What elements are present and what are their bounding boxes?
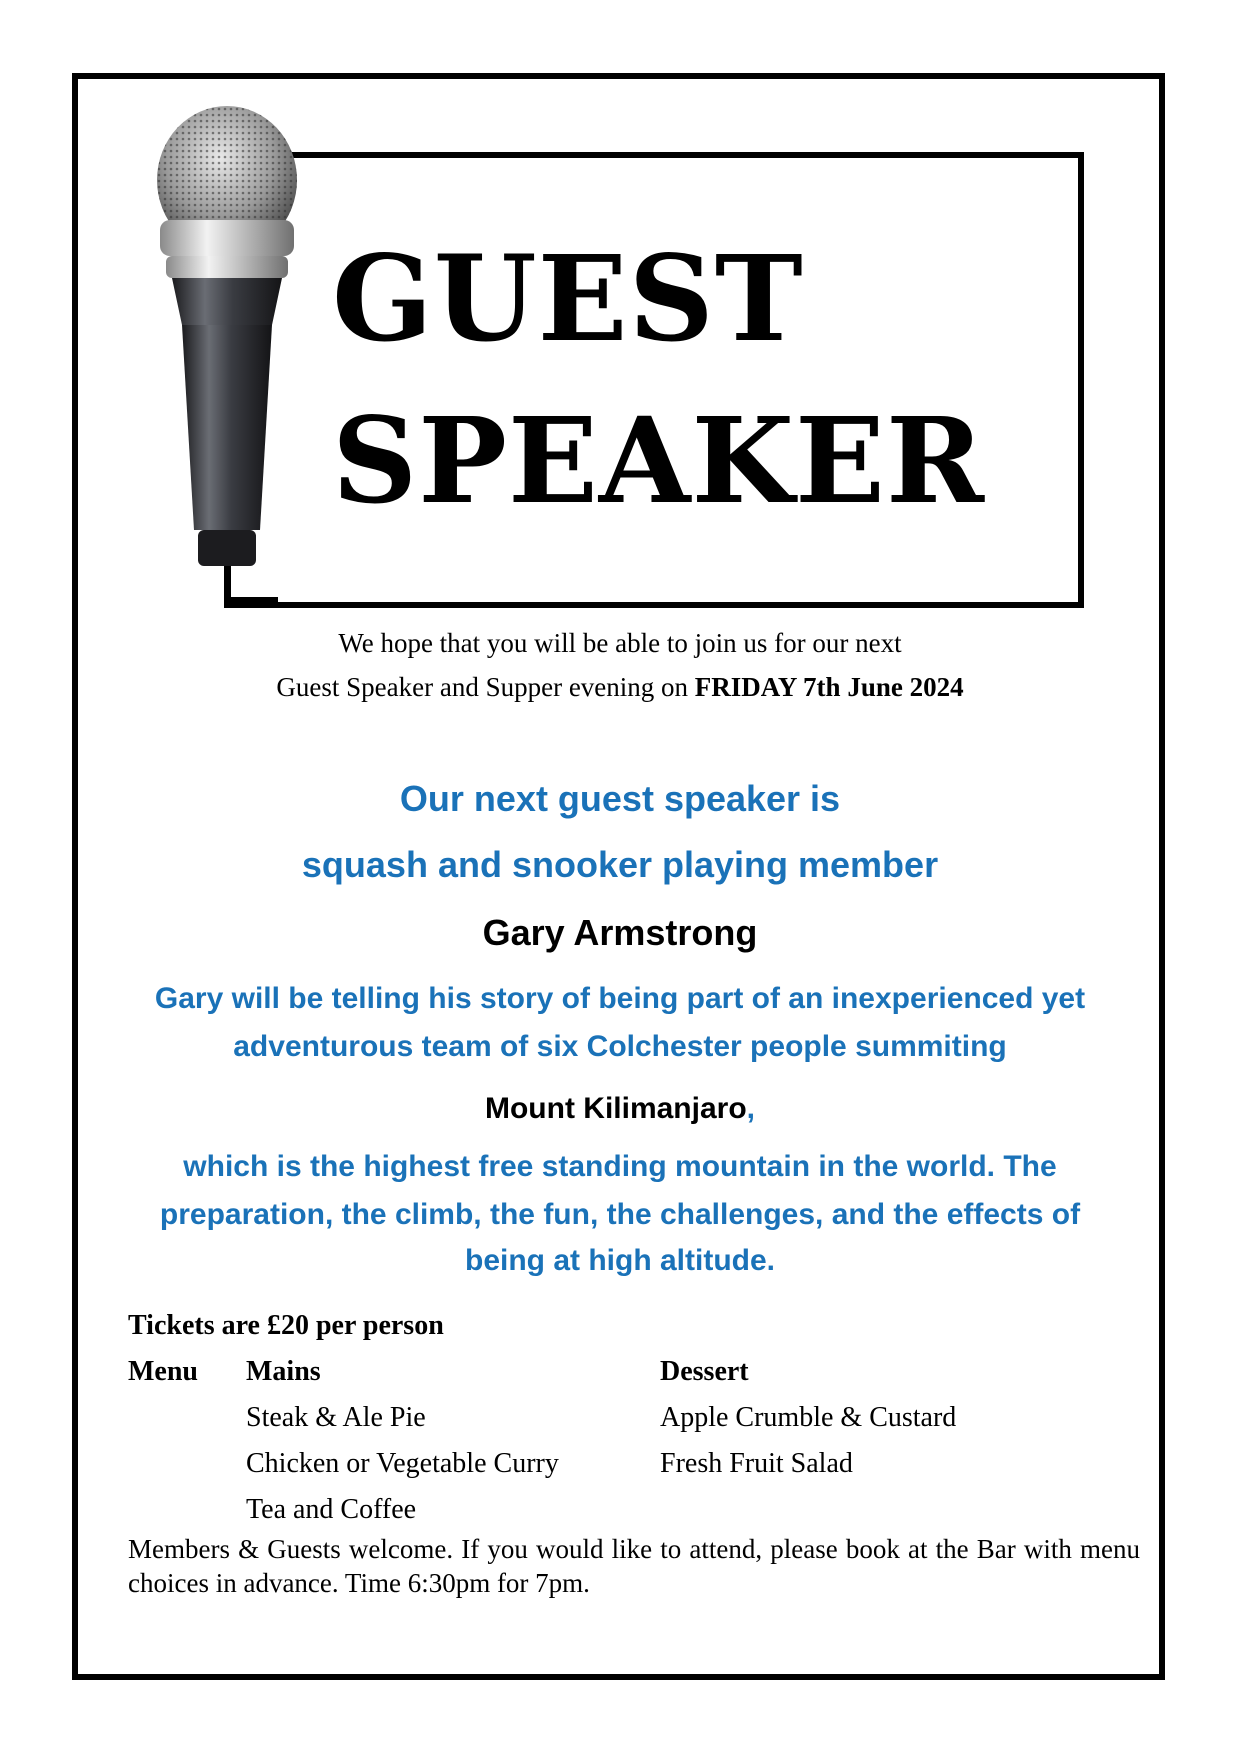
menu-label: Menu	[128, 1356, 198, 1387]
speaker-intro-line-2: squash and snooker playing member	[301, 844, 939, 885]
mountain-comma: ,	[746, 1092, 755, 1125]
mountain-line	[0, 1092, 1240, 1126]
title-line-speaker: SPEAKER	[332, 391, 986, 530]
ticket-price: Tickets are £20 per person	[128, 1310, 444, 1341]
event-date: FRIDAY 7th June 2024	[694, 672, 964, 702]
desc-line-3: being at high altitude.	[465, 1244, 775, 1277]
story-line-1: Gary will be telling his story of being part of an inexperienced yet	[154, 982, 1086, 1015]
title-line-guest: GUEST	[332, 229, 804, 368]
intro-line-1: We hope that you will be able to join us for our next	[338, 628, 902, 658]
title-box	[224, 152, 1084, 608]
story-line-2: adventurous team of six Colchester people summiting	[233, 1030, 1007, 1063]
mains-item: Chicken or Vegetable Curry	[246, 1448, 559, 1479]
speaker-intro-line-1: Our next guest speaker is	[399, 778, 841, 819]
mountain-name: Mount Kilimanjaro	[484, 1092, 747, 1125]
microphone-icon	[150, 100, 310, 610]
dessert-item: Fresh Fruit Salad	[660, 1448, 853, 1479]
desc-line-2: preparation, the climb, the fun, the challenges, and the effects of	[159, 1198, 1081, 1231]
dessert-item: Apple Crumble & Custard	[660, 1402, 957, 1433]
footer-text: Members & Guests welcome. If you would like to attend, please book at the Bar with menu choices in advance. Time 6:30pm for 7pm.	[128, 1534, 1140, 1598]
desc-line-1: which is the highest free standing mountain in the world. The	[183, 1150, 1057, 1183]
intro-line-2	[0, 672, 1240, 703]
mains-item: Steak & Ale Pie	[246, 1402, 426, 1433]
mains-item: Tea and Coffee	[246, 1494, 417, 1525]
mains-heading: Mains	[246, 1356, 321, 1387]
dessert-heading: Dessert	[660, 1356, 749, 1387]
intro-text: Guest Speaker and Supper evening on	[276, 672, 695, 702]
speaker-name: Gary Armstrong	[482, 912, 758, 953]
